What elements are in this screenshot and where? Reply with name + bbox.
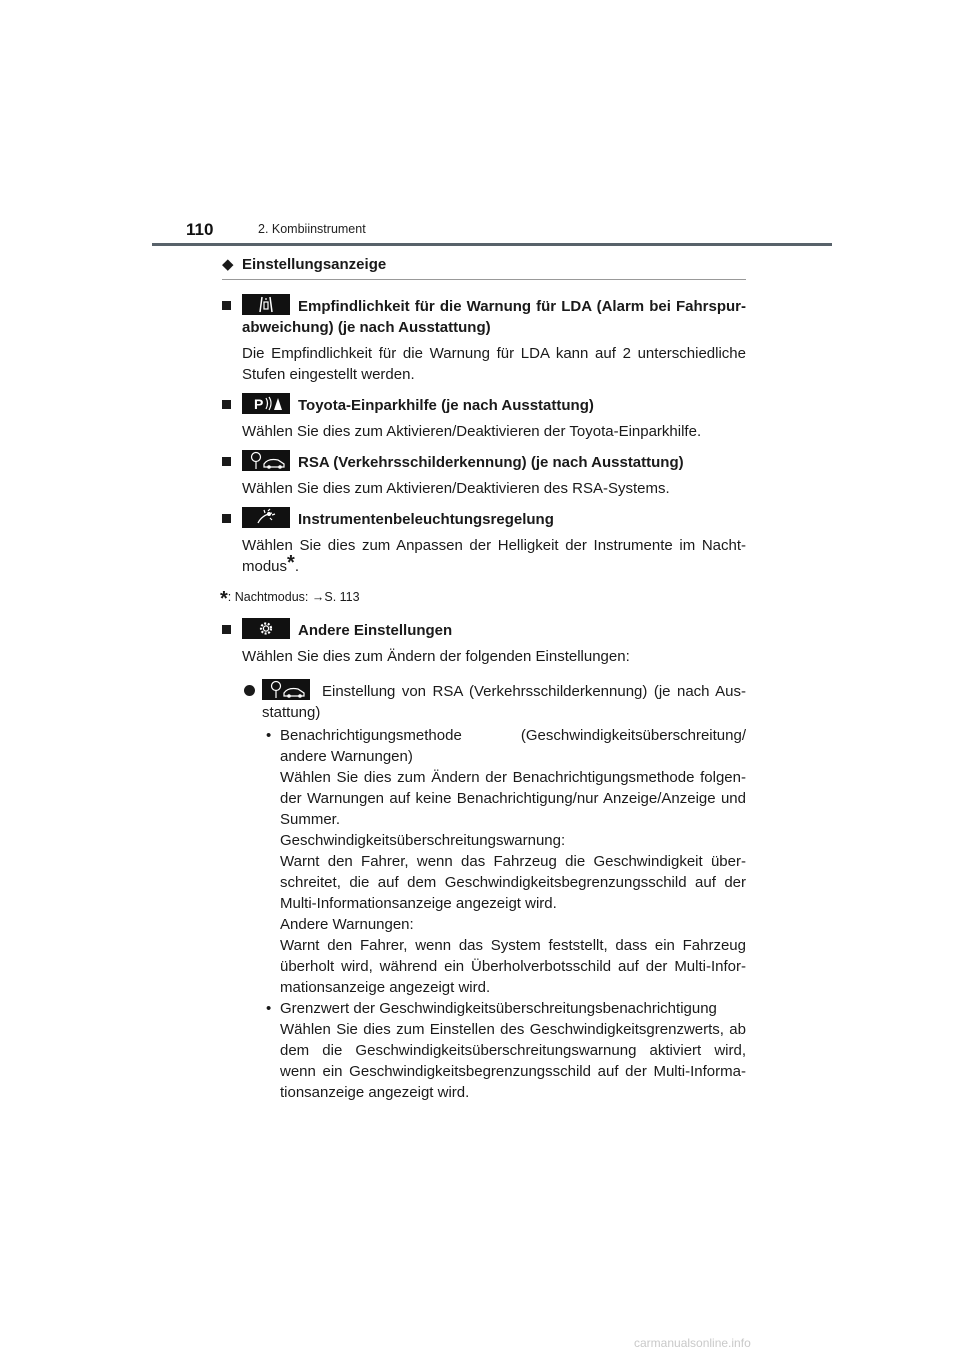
diamond-icon: ◆ <box>222 256 234 273</box>
setting-item-rsa <box>222 450 746 499</box>
bullet-paragraph: Wählen Sie dies zum Ändern der Benachrichtigungsmethode folgender Warnungen auf keine Benachrichtigung/nur Anzeige/Anzeige und Summer. <box>280 769 746 828</box>
section-heading <box>222 254 746 280</box>
item-title-rsa: RSA (Verkehrsschilderkennung) (je nach Ausstattung) <box>298 454 684 471</box>
item-body-brightness-text: Wählen Sie dies zum Anpassen der Helligkeit der Instrumente im Nachtmodus <box>242 537 746 575</box>
square-bullet-icon <box>222 514 231 523</box>
square-bullet-icon <box>222 301 231 310</box>
footnote <box>220 587 746 610</box>
footnote-star: * <box>220 588 228 610</box>
item-body-lda: Die Empfindlichkeit für die Warnung für LDA kann auf 2 unterschiedliche Stufen eingestellt werden. <box>242 345 746 383</box>
item-body-brightness <box>222 535 746 577</box>
road-sign-icon <box>242 450 290 471</box>
brightness-icon <box>242 507 290 528</box>
bullet-head-cont: andere Warnungen) <box>280 748 413 765</box>
rsa-setting <box>222 679 746 723</box>
setting-item-other <box>222 618 746 667</box>
chapter-title: 2. Kombiinstrument <box>258 222 366 236</box>
bullet-marker: • <box>266 1000 272 1017</box>
bullet-head-left: Benachrichtigungsmethode <box>280 727 462 744</box>
square-bullet-icon <box>222 625 231 634</box>
bullet-paragraph: Andere Warnungen: <box>280 916 414 933</box>
round-bullet-icon <box>244 685 255 696</box>
gear-icon <box>242 618 290 639</box>
item-body-parking: Wählen Sie dies zum Aktivieren/Deaktivieren der Toyota-Einparkhilfe. <box>242 423 702 440</box>
road-sign-icon <box>262 679 310 700</box>
watermark: carmanualsonline.info <box>634 1336 751 1350</box>
setting-item-parking <box>222 393 746 442</box>
header-rule <box>152 243 832 246</box>
item-body-other: Wählen Sie dies zum Ändern der folgenden Einstellungen: <box>242 648 630 665</box>
item-body-brightness-end: . <box>294 558 299 575</box>
bullet-head-right: (Geschwindigkeitsüberschreitung/ <box>520 727 746 744</box>
item-title-brightness: Instrumentenbeleuchtungsregelung <box>298 511 554 528</box>
rsa-bullet-threshold <box>222 998 746 1103</box>
footnote-marker: * <box>287 552 295 574</box>
setting-item-brightness <box>222 507 746 577</box>
square-bullet-icon <box>222 457 231 466</box>
lane-departure-icon <box>242 294 290 315</box>
svg-text:P: P <box>254 396 264 412</box>
bullet-paragraph: Warnt den Fahrer, wenn das Fahrzeug die Geschwindigkeit überschreitet, die auf dem Geschwindigkeitsbegrenzungsschild auf der Multi-Informationsanzeige angezeigt wird. <box>280 853 746 912</box>
section-title: Einstellungsanzeige <box>242 256 387 273</box>
bullet-marker: • <box>266 727 272 744</box>
parking-assist-icon <box>242 393 290 414</box>
item-body-rsa: Wählen Sie dies zum Aktivieren/Deaktivieren des RSA-Systems. <box>242 480 670 497</box>
bullet-paragraph: Geschwindigkeitsüberschreitungswarnung: <box>280 832 566 849</box>
rsa-setting-title: Einstellung von RSA (Verkehrsschilderkennung) (je nach Ausstattung) <box>262 683 746 721</box>
setting-item-lda <box>222 294 746 385</box>
footnote-text: : Nachtmodus: →S. 113 <box>227 590 360 604</box>
bullet-head: Grenzwert der Geschwindigkeitsüberschreitungsbenachrichtigung <box>280 1000 717 1017</box>
item-title-parking: Toyota-Einparkhilfe (je nach Ausstattung) <box>298 397 594 414</box>
rsa-bullet-notification <box>222 725 746 998</box>
square-bullet-icon <box>222 400 231 409</box>
page-content <box>222 254 746 1103</box>
item-title-other: Andere Einstellungen <box>298 622 453 639</box>
bullet-paragraph: Warnt den Fahrer, wenn das System feststellt, dass ein Fahrzeug überholt wird, während ein Überholverbotsschild auf der Multi-Informationsanzeige angezeigt wird. <box>280 937 746 996</box>
page-number: 110 <box>186 220 214 239</box>
bullet-paragraph: Wählen Sie dies zum Einstellen des Geschwindigkeitsgrenzwerts, ab dem die Geschwindigkeitsüberschreitungswarnung aktiviert wird, wenn ein Geschwindigkeitsbegrenzungsschild auf der Multi-Informationsanzeige angezeigt wird. <box>280 1021 746 1101</box>
item-title-lda: Empfindlichkeit für die Warnung für LDA (Alarm bei Fahrspurabweichung) (je nach Ausstattung) <box>242 298 746 336</box>
